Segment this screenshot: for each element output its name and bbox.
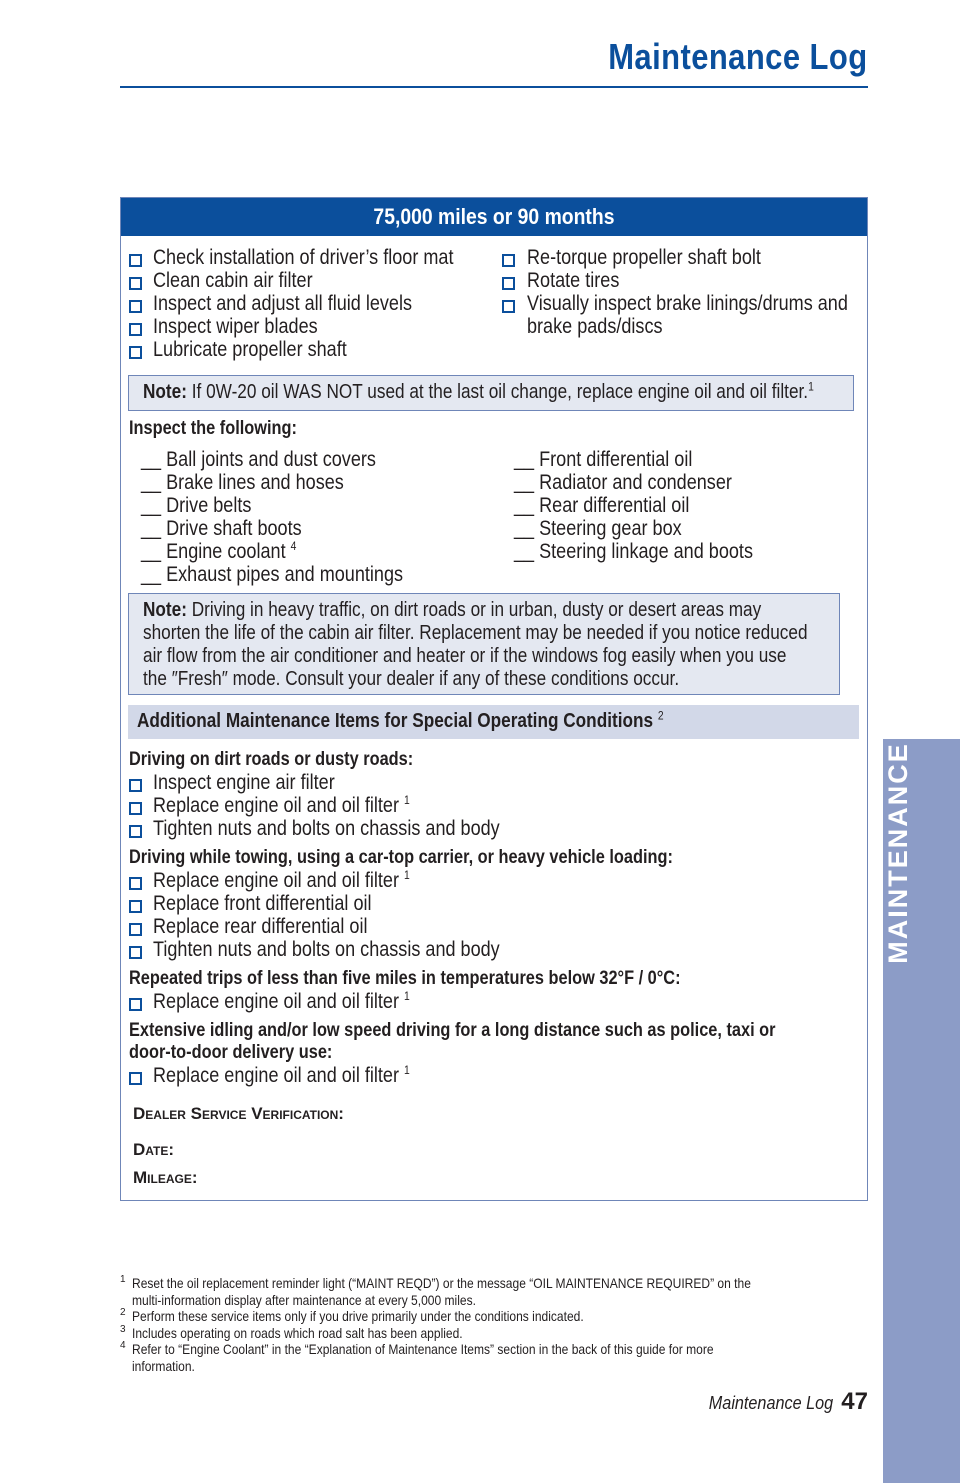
checklist-item: Check installation of driver’s floor mat [153,246,454,269]
checklist-item: Clean cabin air filter [153,269,313,292]
mileage-label: Mileage: [133,1168,198,1187]
footnote-ref: 1 [808,379,814,394]
condition-heading: Driving on dirt roads or dusty roads: [129,749,414,770]
checkbox[interactable] [129,300,142,313]
condition-item: Tighten nuts and bolts on chassis and body [153,817,500,840]
checkbox[interactable] [502,277,515,290]
inspect-item: __ Drive shaft boots [141,517,302,540]
checkbox[interactable] [129,802,142,815]
date-label: Date: [133,1140,175,1159]
checklist-item-continued: brake pads/discs [527,315,663,338]
footer-section-label: Maintenance Log [708,1393,834,1413]
inspect-item: __ Rear differential oil [514,494,690,517]
title-divider [120,86,868,88]
inspect-item: __ Engine coolant $^4$ [141,539,297,563]
checkbox[interactable] [129,1072,142,1085]
inspect-item: __ Ball joints and dust covers [141,448,376,471]
page-number: 47 [841,1388,868,1415]
inspect-item: __ Front differential oil [514,448,693,471]
inspect-heading: Inspect the following: [129,418,297,439]
condition-heading-continued: door-to-door delivery use: [129,1042,333,1063]
checklist-item: Inspect wiper blades [153,315,318,338]
checklist-item: Rotate tires [527,269,620,292]
interval-title: 75,000 miles or 90 months [373,204,615,229]
condition-heading: Extensive idling and/or low speed driving for a long distance such as police, taxi or [129,1020,776,1041]
checkbox[interactable] [502,254,515,267]
inspect-item: __ Brake lines and hoses [141,471,344,494]
condition-heading: Driving while towing, using a car-top carrier, or heavy vehicle loading: [129,847,673,868]
cabin-filter-note: Note: Driving in heavy traffic, on dirt roads or in urban, dusty or desert areas may shorten the life of the cabin air filter. Replacement may be needed if you notice reduced air flow from the air conditioner and heater or if the windows fog easily when you use the ″Fresh″ mode. Consult your dealer if any of these conditions occur. [128,593,840,695]
footnote: 3 Includes operating on roads which road salt has been applied. [120,1323,463,1341]
condition-item: Replace engine oil and oil filter $^1$ [153,868,410,892]
additional-items-title: Additional Maintenance Items for Special Operating Conditions [137,710,654,732]
checklist-item: Lubricate propeller shaft [153,338,347,361]
section-tab-label: MAINTENANCE [883,742,913,964]
checkbox[interactable] [129,877,142,890]
condition-item: Replace engine oil and oil filter $^1$ [153,793,410,817]
condition-item: Replace engine oil and oil filter $^1$ [153,989,410,1013]
note-label: Note: [143,599,187,621]
checkbox[interactable] [129,277,142,290]
checkbox[interactable] [129,825,142,838]
footnote: 1 Reset the oil replacement reminder light (“MAINT REQD”) or the message “OIL MAINTENANCE REQUIRED” on the multi-information display after maintenance at every 5,000 miles. [120,1274,751,1308]
interval-box [120,197,868,1201]
footnote-ref: 2 [657,708,664,723]
condition-item: Replace rear differential oil [153,915,368,938]
checkbox[interactable] [502,300,515,313]
condition-item: Replace front differential oil [153,892,372,915]
checklist-item: Re-torque propeller shaft bolt [527,246,761,269]
inspect-item: __ Steering linkage and boots [514,540,753,563]
checkbox[interactable] [129,254,142,267]
condition-item: Inspect engine air filter [153,771,335,794]
checklist-item: Inspect and adjust all fluid levels [153,292,413,315]
interval-header [121,198,867,236]
checkbox[interactable] [129,900,142,913]
checkbox[interactable] [129,346,142,359]
oil-note [128,375,854,411]
footnote: 4 Refer to “Engine Coolant” in the “Explanation of Maintenance Items” section in the back of this guide for more information. [120,1340,714,1374]
condition-heading: Repeated trips of less than five miles in temperatures below 32°F / 0°C: [129,968,681,989]
note-text: If 0W-20 oil WAS NOT used at the last oil change, replace engine oil and oil filter. [191,381,809,403]
condition-item: Tighten nuts and bolts on chassis and body [153,938,500,961]
checkbox[interactable] [129,923,142,936]
page-title: Maintenance Log [608,36,868,77]
additional-items-banner [128,705,859,739]
checkbox[interactable] [129,946,142,959]
inspect-item: __ Steering gear box [514,517,682,540]
condition-item: Replace engine oil and oil filter $^1$ [153,1063,410,1087]
footnote-ref: 4 [290,539,297,553]
checkbox[interactable] [129,998,142,1011]
checkbox[interactable] [129,323,142,336]
footnote: 2 Perform these service items only if you drive primarily under the conditions indicated. [120,1307,584,1324]
page-footer [695,1388,868,1416]
inspect-item: __ Drive belts [141,494,252,517]
checklist-item: Visually inspect brake linings/drums and [527,292,848,315]
inspect-item: __ Exhaust pipes and mountings [141,563,404,586]
note-label: Note: [143,381,187,403]
dealer-verification-label: Dealer Service Verification: [133,1104,344,1123]
footnotes [120,1275,868,1374]
inspect-item: __ Radiator and condenser [514,471,732,494]
checkbox[interactable] [129,779,142,792]
